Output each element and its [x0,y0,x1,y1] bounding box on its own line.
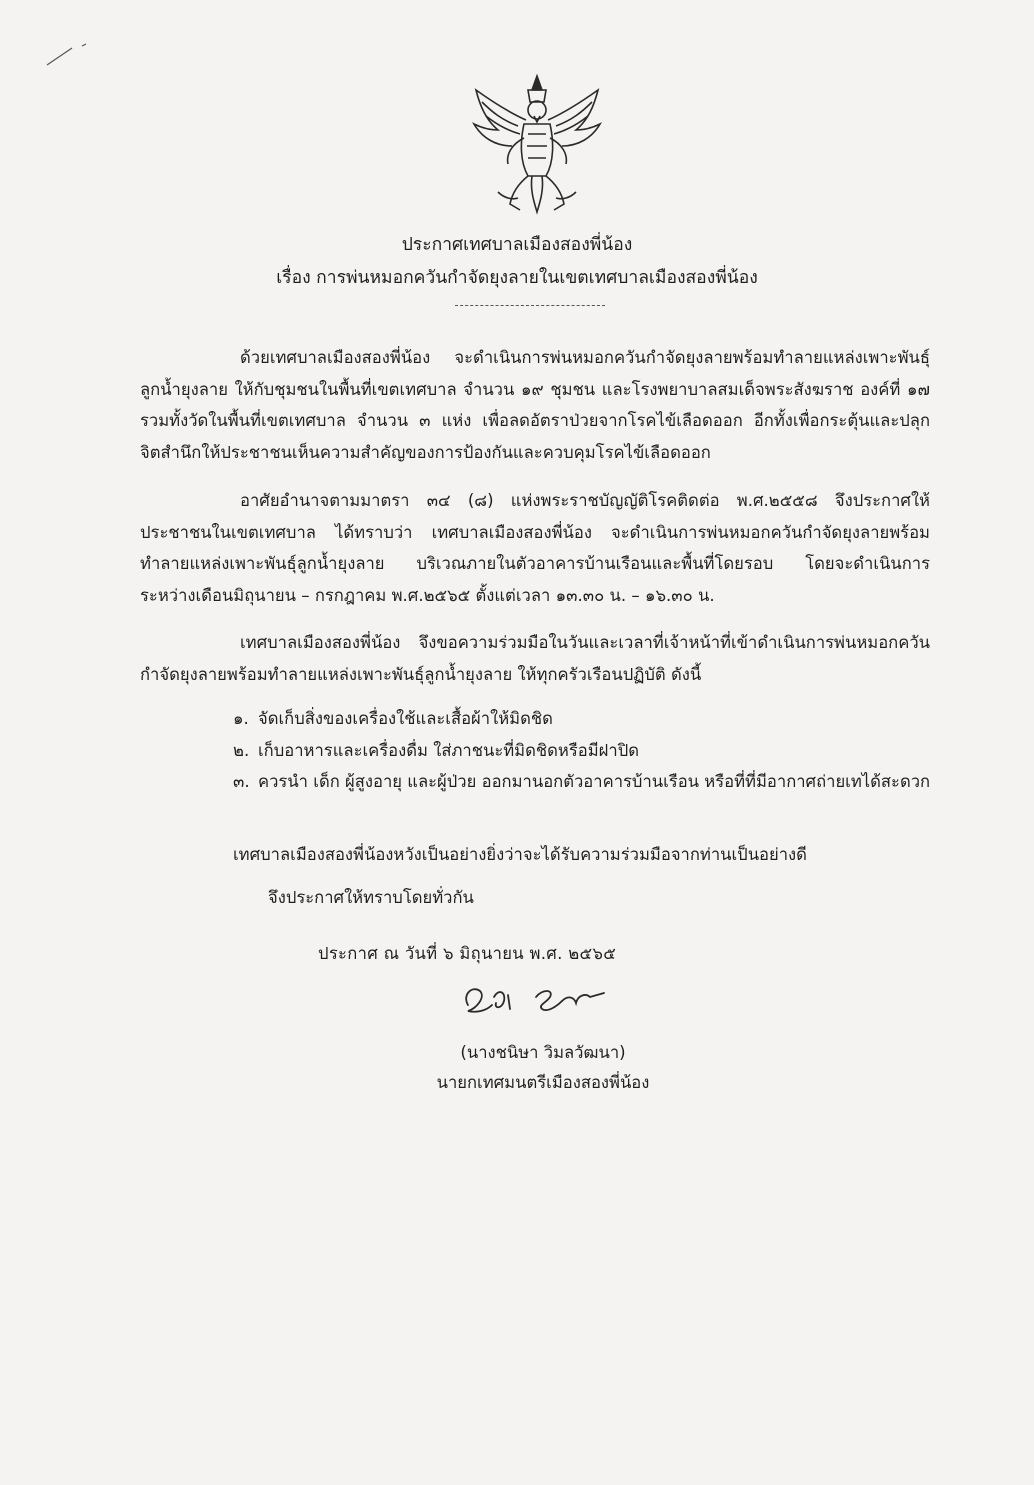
garuda-emblem-icon [468,72,606,222]
list-item [233,766,933,798]
paragraph-3 [140,627,930,690]
list-item-text: ควรนำ เด็ก ผู้สูงอายุ และผู้ป่วย ออกมานอกตัวอาคารบ้านเรือน หรือที่ที่มีอากาศถ่ายเทได้สะดวก [258,772,931,791]
pen-mark [42,40,92,70]
announcement-title: ประกาศเทศบาลเมืองสองพี่น้อง [401,235,633,255]
closing-announcement: จึงประกาศให้ทราบโดยทั่วกัน [268,888,474,907]
instruction-list [233,703,933,798]
paragraph-2-text: อาศัยอำนาจตามมาตรา ๓๔ (๘) แห่งพระราชบัญญัติโรคติดต่อ พ.ศ.๒๕๕๘ จึงประกาศให้ประชาชนในเขตเทศบาล ได้ทราบว่า เทศบาลเมืองสองพี่น้อง จะดำเนินการพ่นหมอกควันกำจัดยุงลายพร้อมทำลายแหล่งเพาะพันธุ์ลูกน้ำยุงลาย บริเวณภายในตัวอาคารบ้านเรือนและพื้นที่โดยรอบ โดยจะดำเนินการระหว่างเดือนมิถุนายน – กรกฎาคม พ.ศ.๒๕๖๕ ตั้งแต่เวลา ๑๓.๓๐ น. – ๑๖.๓๐ น. [140,491,930,605]
list-item-number: ๒. [233,740,250,760]
announcement-subject: เรื่อง การพ่นหมอกควันกำจัดยุงลายในเขตเทศบาลเมืองสองพี่น้อง [276,268,758,288]
paragraph-1-text: ด้วยเทศบาลเมืองสองพี่น้อง จะดำเนินการพ่นหมอกควันกำจัดยุงลายพร้อมทำลายแหล่งเพาะพันธุ์ลูกน้ำยุงลาย ให้กับชุมชนในพื้นที่เขตเทศบาล จำนวน ๑๙ ชุมชน และโรงพยาบาลสมเด็จพระสังฆราช องค์ที่ ๑๗ รวมทั้งวัดในพื้นที่เขตเทศบาล จำนวน ๓ แห่ง เพื่อลดอัตราป่วยจากโรคไข้เลือดออก อีกทั้งเพื่อกระตุ้นและปลุกจิตสำนึกให้ประชาชนเห็นความสำคัญของการป้องกันและควบคุมโรคไข้เลือดออก [140,348,930,462]
announcement-date: ประกาศ ณ วันที่ ๖ มิถุนายน พ.ศ. ๒๕๖๕ [318,944,617,963]
list-item-text: เก็บอาหารและเครื่องดื่ม ใส่ภาชนะที่มิดชิดหรือมีฝาปิด [258,740,640,760]
list-item [233,703,933,735]
signer-name: (นางชนิษา วิมลวัฒนา) [460,1043,626,1062]
list-item-number: ๓. [233,772,250,791]
paragraph-2 [140,485,930,611]
paragraph-3-text: เทศบาลเมืองสองพี่น้อง จึงขอความร่วมมือในวันและเวลาที่เจ้าหน้าที่เข้าดำเนินการพ่นหมอกควันกำจัดยุงลายพร้อมทำลายแหล่งเพาะพันธุ์ลูกน้ำยุงลาย ให้ทุกครัวเรือนปฏิบัติ ดังนี้ [140,633,930,684]
paragraph-1 [140,342,930,468]
handwritten-signature [458,975,618,1025]
closing-statement: เทศบาลเมืองสองพี่น้องหวังเป็นอย่างยิ่งว่าจะได้รับความร่วมมือจากท่านเป็นอย่างดี [233,845,807,864]
list-item-text: จัดเก็บสิ่งของเครื่องใช้และเสื้อผ้าให้มิดชิด [258,709,553,728]
divider [455,305,605,306]
list-item [233,735,933,767]
signer-position: นายกเทศมนตรีเมืองสองพี่น้อง [436,1073,650,1092]
list-item-number: ๑. [233,709,249,728]
